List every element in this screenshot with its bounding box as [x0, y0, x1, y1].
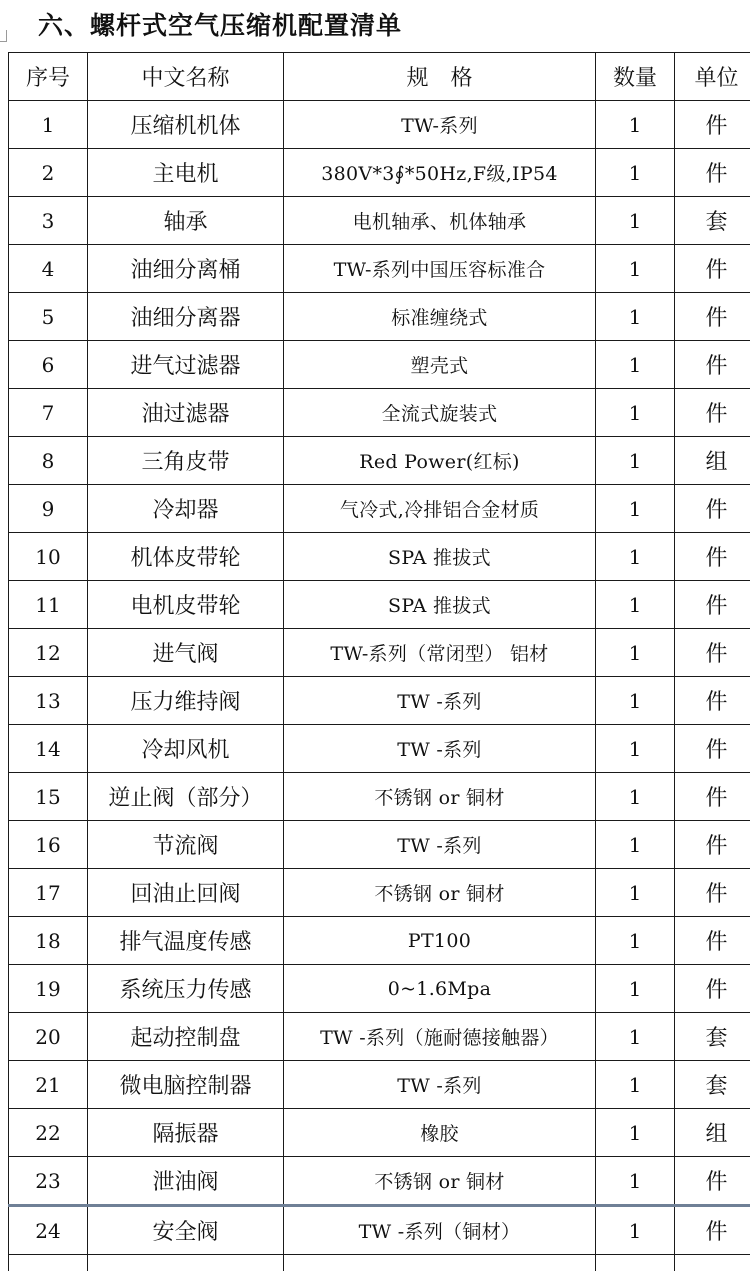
cell-unit: 件: [675, 533, 750, 581]
cell-name: 压力维持阀: [88, 677, 284, 725]
cell-qty: 1: [596, 1013, 675, 1061]
cell-qty: 1: [596, 869, 675, 917]
cell-spec: 电机轴承、机体轴承: [284, 197, 596, 245]
table-row: [9, 869, 750, 917]
cell-no: 13: [9, 677, 88, 725]
table-row: [9, 1109, 750, 1157]
cell-no: 8: [9, 437, 88, 485]
cell-no: 5: [9, 293, 88, 341]
page-margin-marker: [0, 30, 7, 42]
cell-unit: 套: [675, 1013, 750, 1061]
cell-no: 15: [9, 773, 88, 821]
cell-spec: TW-系列（常闭型） 铝材: [284, 629, 596, 677]
cell-qty: 1: [596, 293, 675, 341]
table-row: [9, 917, 750, 965]
cell-spec: TW -系列（铜材）: [284, 1206, 596, 1255]
table-row: [9, 197, 750, 245]
cell-spec: 0~1.6Mpa: [284, 965, 596, 1013]
cell-name: 冷却器: [88, 485, 284, 533]
cell-name: 泄油阀: [88, 1157, 284, 1206]
cell-name: 油细分离器: [88, 293, 284, 341]
header-no: 序号: [9, 53, 88, 101]
table-row: [9, 293, 750, 341]
header-qty: 数量: [596, 53, 675, 101]
document-title: 六、螺杆式空气压缩机配置清单: [38, 11, 403, 40]
cell-qty: 1: [596, 581, 675, 629]
cell-no: 20: [9, 1013, 88, 1061]
table-row: [9, 101, 750, 149]
cell-name: 主电机: [88, 149, 284, 197]
cell-empty: [675, 1255, 750, 1272]
cell-name: 微电脑控制器: [88, 1061, 284, 1109]
header-spec: 规 格: [284, 53, 596, 101]
cell-qty: 1: [596, 821, 675, 869]
cell-name: 压缩机机体: [88, 101, 284, 149]
cell-name: 冷却风机: [88, 725, 284, 773]
cell-qty: 1: [596, 1206, 675, 1255]
cell-no: 2: [9, 149, 88, 197]
table-body: [9, 101, 750, 1272]
cell-no: 24: [9, 1206, 88, 1255]
cell-spec: TW -系列: [284, 677, 596, 725]
cell-qty: 1: [596, 533, 675, 581]
cell-qty: 1: [596, 389, 675, 437]
cell-qty: 1: [596, 1109, 675, 1157]
cell-unit: 件: [675, 869, 750, 917]
cell-unit: 件: [675, 149, 750, 197]
cell-spec: TW -系列: [284, 1061, 596, 1109]
cell-spec: TW -系列（施耐德接触器）: [284, 1013, 596, 1061]
cell-spec: 橡胶: [284, 1109, 596, 1157]
cell-no: 12: [9, 629, 88, 677]
header-name: 中文名称: [88, 53, 284, 101]
cell-no: 6: [9, 341, 88, 389]
cell-name: 排气温度传感: [88, 917, 284, 965]
cell-qty: 1: [596, 773, 675, 821]
cell-name: 电机皮带轮: [88, 581, 284, 629]
cell-spec: TW-系列: [284, 101, 596, 149]
cell-spec: TW -系列: [284, 821, 596, 869]
cell-spec: SPA 推拔式: [284, 533, 596, 581]
cell-qty: 1: [596, 485, 675, 533]
table-row: [9, 1157, 750, 1206]
cell-name: 进气过滤器: [88, 341, 284, 389]
cell-qty: 1: [596, 1157, 675, 1206]
cell-name: 三角皮带: [88, 437, 284, 485]
table-row-partial: [9, 1255, 750, 1272]
cell-unit: 件: [675, 725, 750, 773]
cell-no: 9: [9, 485, 88, 533]
table-row: [9, 341, 750, 389]
cell-spec: 塑壳式: [284, 341, 596, 389]
cell-name: 机体皮带轮: [88, 533, 284, 581]
cell-unit: 件: [675, 917, 750, 965]
cell-unit: 件: [675, 389, 750, 437]
cell-spec: 不锈钢 or 铜材: [284, 773, 596, 821]
table-row: [9, 1206, 750, 1255]
cell-qty: 1: [596, 1061, 675, 1109]
cell-name: 油过滤器: [88, 389, 284, 437]
cell-unit: 套: [675, 197, 750, 245]
cell-name: 隔振器: [88, 1109, 284, 1157]
cell-no: 16: [9, 821, 88, 869]
cell-qty: 1: [596, 101, 675, 149]
cell-no: 1: [9, 101, 88, 149]
cell-unit: 件: [675, 581, 750, 629]
cell-qty: 1: [596, 149, 675, 197]
cell-spec: TW-系列中国压容标准合: [284, 245, 596, 293]
table-row: [9, 581, 750, 629]
cell-name: 进气阀: [88, 629, 284, 677]
cell-spec: 不锈钢 or 铜材: [284, 1157, 596, 1206]
cell-name: 节流阀: [88, 821, 284, 869]
cell-qty: 1: [596, 677, 675, 725]
cell-empty: [596, 1255, 675, 1272]
cell-qty: 1: [596, 917, 675, 965]
cell-unit: 组: [675, 437, 750, 485]
cell-unit: 件: [675, 101, 750, 149]
cell-no: 22: [9, 1109, 88, 1157]
cell-unit: 组: [675, 1109, 750, 1157]
cell-name: 回油止回阀: [88, 869, 284, 917]
cell-empty: [88, 1255, 284, 1272]
table-row: [9, 773, 750, 821]
cell-empty: [284, 1255, 596, 1272]
cell-qty: 1: [596, 197, 675, 245]
cell-unit: 件: [675, 965, 750, 1013]
cell-spec: 气冷式,冷排铝合金材质: [284, 485, 596, 533]
cell-no: 18: [9, 917, 88, 965]
cell-no: 4: [9, 245, 88, 293]
cell-name: 安全阀: [88, 1206, 284, 1255]
cell-unit: 件: [675, 341, 750, 389]
cell-no: 7: [9, 389, 88, 437]
cell-spec: 不锈钢 or 铜材: [284, 869, 596, 917]
cell-no: 23: [9, 1157, 88, 1206]
table-row: [9, 437, 750, 485]
cell-name: 系统压力传感: [88, 965, 284, 1013]
cell-no: 14: [9, 725, 88, 773]
cell-unit: 件: [675, 821, 750, 869]
cell-unit: 件: [675, 677, 750, 725]
cell-name: 油细分离桶: [88, 245, 284, 293]
cell-unit: 件: [675, 245, 750, 293]
cell-qty: 1: [596, 725, 675, 773]
cell-name: 轴承: [88, 197, 284, 245]
cell-qty: 1: [596, 629, 675, 677]
cell-spec: 全流式旋装式: [284, 389, 596, 437]
cell-unit: 件: [675, 293, 750, 341]
table-row: [9, 1013, 750, 1061]
cell-spec: TW -系列: [284, 725, 596, 773]
table-row: [9, 389, 750, 437]
table-row: [9, 629, 750, 677]
cell-unit: 件: [675, 773, 750, 821]
table-row: [9, 1061, 750, 1109]
table-row: [9, 533, 750, 581]
cell-no: 21: [9, 1061, 88, 1109]
cell-name: 逆止阀（部分）: [88, 773, 284, 821]
cell-spec: Red Power(红标): [284, 437, 596, 485]
cell-unit: 件: [675, 629, 750, 677]
table-row: [9, 965, 750, 1013]
cell-spec: PT100: [284, 917, 596, 965]
table-row: [9, 245, 750, 293]
cell-name: 起动控制盘: [88, 1013, 284, 1061]
table-row: [9, 677, 750, 725]
cell-no: 17: [9, 869, 88, 917]
configuration-table: [8, 52, 750, 1271]
cell-no: 10: [9, 533, 88, 581]
cell-unit: 件: [675, 1206, 750, 1255]
cell-spec: SPA 推拔式: [284, 581, 596, 629]
cell-empty: [9, 1255, 88, 1272]
table-row: [9, 149, 750, 197]
table-row: [9, 725, 750, 773]
cell-qty: 1: [596, 245, 675, 293]
cell-unit: 件: [675, 485, 750, 533]
cell-no: 11: [9, 581, 88, 629]
cell-no: 3: [9, 197, 88, 245]
cell-qty: 1: [596, 965, 675, 1013]
cell-qty: 1: [596, 341, 675, 389]
cell-spec: 380V*3∮*50Hz,F级,IP54: [284, 149, 596, 197]
table-row: [9, 485, 750, 533]
table-header-row: [9, 53, 750, 101]
cell-unit: 套: [675, 1061, 750, 1109]
header-unit: 单位: [675, 53, 750, 101]
table-row: [9, 821, 750, 869]
cell-qty: 1: [596, 437, 675, 485]
cell-unit: 件: [675, 1157, 750, 1206]
cell-spec: 标准缠绕式: [284, 293, 596, 341]
cell-no: 19: [9, 965, 88, 1013]
